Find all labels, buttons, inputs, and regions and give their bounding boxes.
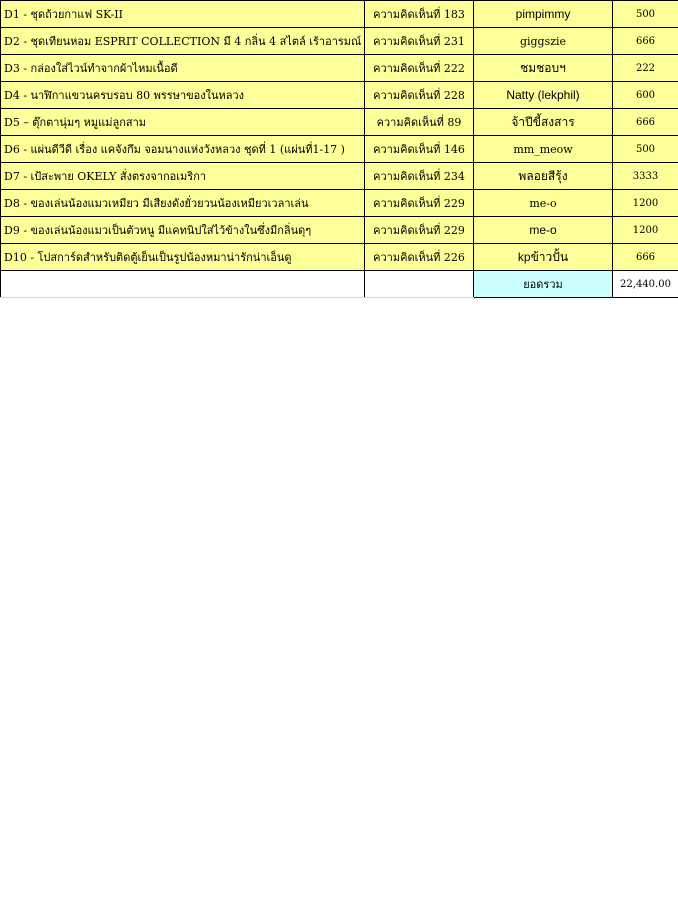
- total-row: [1, 271, 678, 298]
- comment-number-cell[interactable]: ความคิดเห็นที่ 226: [365, 244, 474, 271]
- empty-cell[interactable]: [1, 271, 365, 298]
- table-row: [1, 55, 678, 82]
- username-cell[interactable]: ชมชอบฯ: [474, 55, 613, 82]
- comment-number-cell[interactable]: ความคิดเห็นที่ 229: [365, 190, 474, 217]
- item-description-cell[interactable]: D5 – ตุ๊กตานุ่มๆ หมูแม่ลูกสาม: [1, 109, 365, 136]
- spreadsheet: [0, 0, 678, 298]
- comment-number-cell[interactable]: ความคิดเห็นที่ 222: [365, 55, 474, 82]
- table-row: [1, 190, 678, 217]
- item-description-cell[interactable]: D8 - ของเล่นน้องแมวเหมียว มีเสียงดังยั่วยวนน้องเหมียวเวลาเล่น: [1, 190, 365, 217]
- comment-number-cell[interactable]: ความคิดเห็นที่ 146: [365, 136, 474, 163]
- username-cell[interactable]: me-o: [474, 217, 613, 244]
- item-description-cell[interactable]: D4 - นาฬิกาแขวนครบรอบ 80 พรรษาของในหลวง: [1, 82, 365, 109]
- table-body: [1, 1, 678, 298]
- comment-number-cell[interactable]: ความคิดเห็นที่ 183: [365, 1, 474, 28]
- table-row: [1, 136, 678, 163]
- price-cell[interactable]: 222: [613, 55, 678, 82]
- username-cell[interactable]: me-o: [474, 190, 613, 217]
- table-row: [1, 217, 678, 244]
- price-cell[interactable]: 666: [613, 109, 678, 136]
- username-cell[interactable]: Natty (lekphil): [474, 82, 613, 109]
- username-cell[interactable]: giggszie: [474, 28, 613, 55]
- donation-table: [0, 0, 678, 298]
- item-description-cell[interactable]: D9 - ของเล่นน้องแมวเป็นตัวหนู มีแคทนิปใส่ไว้ข้างในซึ่งมีกลิ่นดุๆ: [1, 217, 365, 244]
- price-cell[interactable]: 600: [613, 82, 678, 109]
- price-cell[interactable]: 500: [613, 1, 678, 28]
- table-row: [1, 1, 678, 28]
- item-description-cell[interactable]: D7 - เป้สะพาย OKELY สั่งตรงจากอเมริกา: [1, 163, 365, 190]
- comment-number-cell[interactable]: ความคิดเห็นที่ 234: [365, 163, 474, 190]
- comment-number-cell[interactable]: ความคิดเห็นที่ 229: [365, 217, 474, 244]
- empty-cell[interactable]: [365, 271, 474, 298]
- price-cell[interactable]: 1200: [613, 217, 678, 244]
- item-description-cell[interactable]: D1 - ชุดถ้วยกาแฟ SK-II: [1, 1, 365, 28]
- table-row: [1, 109, 678, 136]
- username-cell[interactable]: พลอยสีรุ้ง: [474, 163, 613, 190]
- table-row: [1, 28, 678, 55]
- comment-number-cell[interactable]: ความคิดเห็นที่ 231: [365, 28, 474, 55]
- price-cell[interactable]: 3333: [613, 163, 678, 190]
- comment-number-cell[interactable]: ความคิดเห็นที่ 89: [365, 109, 474, 136]
- item-description-cell[interactable]: D3 - กล่องใส่ไวน์ทำจากผ้าไหมเนื้อดี: [1, 55, 365, 82]
- username-cell[interactable]: pimpimmy: [474, 1, 613, 28]
- total-label-cell[interactable]: ยอดรวม: [474, 271, 613, 298]
- comment-number-cell[interactable]: ความคิดเห็นที่ 228: [365, 82, 474, 109]
- username-cell[interactable]: mm_meow: [474, 136, 613, 163]
- table-row: [1, 163, 678, 190]
- username-cell[interactable]: จ้าปีขี้สงสาร: [474, 109, 613, 136]
- price-cell[interactable]: 666: [613, 28, 678, 55]
- price-cell[interactable]: 666: [613, 244, 678, 271]
- item-description-cell[interactable]: D2 - ชุดเทียนหอม ESPRIT COLLECTION มี 4 กลิ่น 4 สไตล์ เร้าอารมณ์: [1, 28, 365, 55]
- table-row: [1, 244, 678, 271]
- table-row: [1, 82, 678, 109]
- item-description-cell[interactable]: D6 - แผ่นดีวีดี เรื่อง แคจังกึม จอมนางแห่งวังหลวง ชุดที่ 1 (แผ่นที่1-17 ): [1, 136, 365, 163]
- price-cell[interactable]: 500: [613, 136, 678, 163]
- username-cell[interactable]: kpข้าวปั้น: [474, 244, 613, 271]
- price-cell[interactable]: 1200: [613, 190, 678, 217]
- item-description-cell[interactable]: D10 - โปสการ์ดสำหรับติดตู้เย็นเป็นรูปน้องหมาน่ารักน่าเอ็นดู: [1, 244, 365, 271]
- total-value-cell[interactable]: 22,440.00: [613, 271, 678, 298]
